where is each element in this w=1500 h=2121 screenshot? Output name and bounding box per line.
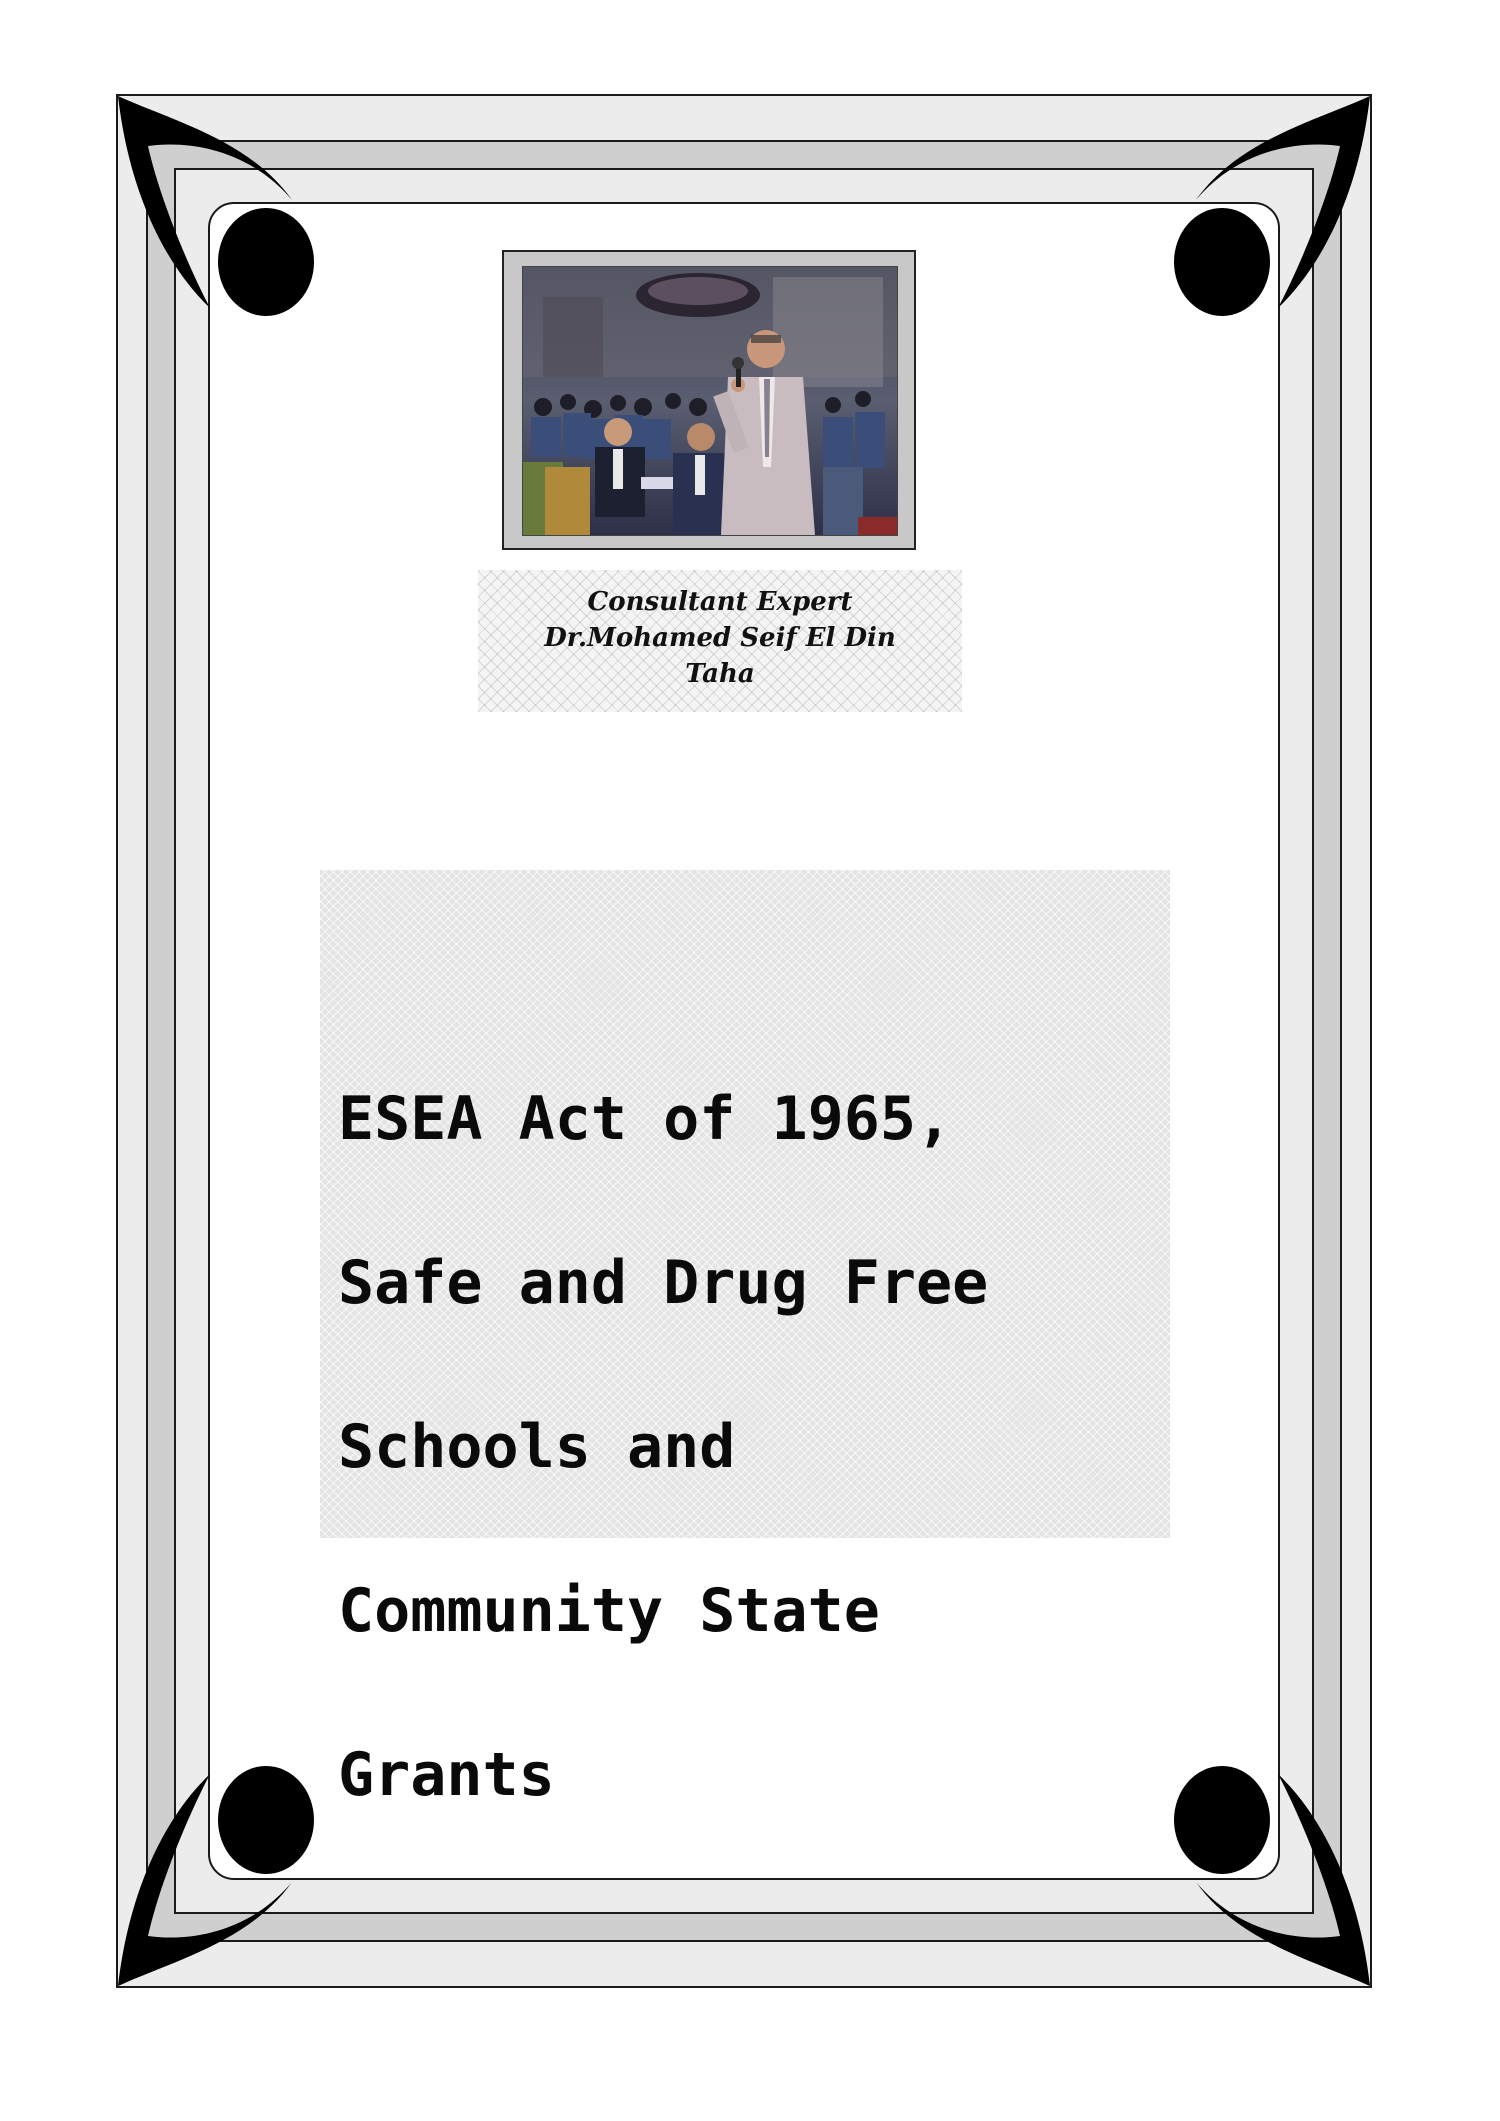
speaker-photo xyxy=(522,266,898,536)
title-line-1: ESEA Act of 1965, xyxy=(338,1084,953,1154)
title-line-4: Community State xyxy=(338,1576,880,1646)
title-line-3: Schools and xyxy=(338,1412,736,1482)
photo-frame xyxy=(502,250,916,550)
author-name-continued: Taha xyxy=(685,659,755,689)
title-box xyxy=(320,870,1170,1810)
document-title xyxy=(338,996,1150,1898)
author-name: Dr.Mohamed Seif El Din xyxy=(544,623,896,653)
author-role: Consultant Expert xyxy=(587,587,853,617)
author-caption xyxy=(478,570,962,712)
title-line-2: Safe and Drug Free xyxy=(338,1248,989,1318)
title-line-5: Grants xyxy=(338,1740,555,1810)
